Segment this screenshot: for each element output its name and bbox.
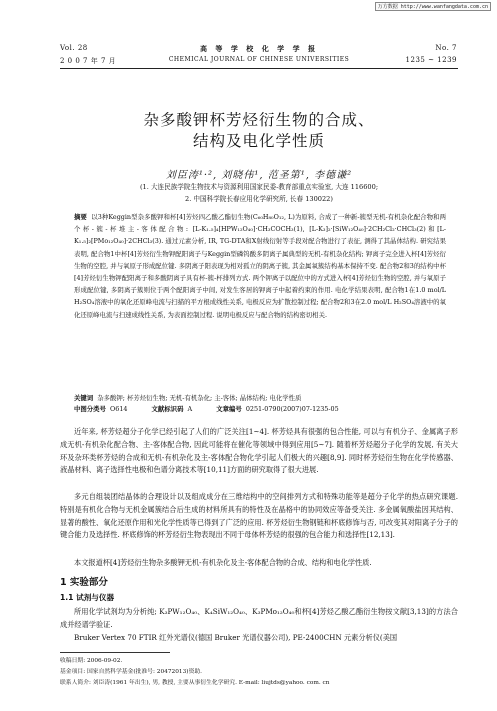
footnote-received: 收稿日期: 2006-09-02. bbox=[60, 658, 123, 664]
reagents-paragraph: 所用化学试剂均为分析纯; K₃PW₁₂O₄₀、K₄SiW₁₂O₄₀、K₃PMo₁₂O₄₀和杯[4]芳烃乙酸乙酯衍生物按文献[3,13]的方法合成并经谱学验证. bbox=[60, 607, 458, 629]
article-number-label: 文章编号 bbox=[216, 405, 242, 413]
intro-paragraph-2: 多元自组装团结晶体的合理设计以及组成成分在三维结构中的空间排列方式和特殊功能等是超分子化学的热点研究课题. 特别是有机化合物与无机金属簇结合后生成的材料所具有的特性及在晶格中的协同效应等备受关注. 多金属氧酸盐因其结构、显著的酸性、氧化还原作用和光化学性质等已得到了广泛的应用. 杯芳烃衍生物钢链和杯底修饰与否, 可改变其对阳离子分子的键合能力及选择性. 杯底修饰的杯芳烃衍生物表现出不同于母体杯芳烃的很强的包合能力和选择性[12,13]. bbox=[60, 492, 458, 540]
keywords bbox=[74, 393, 446, 404]
paper-title-line2: 结构及电化学性质 bbox=[192, 132, 325, 150]
doc-code-label: 文献标识码 bbox=[151, 405, 184, 413]
clc-code: O614 bbox=[110, 405, 128, 413]
footnote-rule bbox=[60, 652, 170, 653]
abstract-label: 摘要 bbox=[74, 213, 87, 221]
paper-title-line1: 杂多酸钾杯芳烃衍生物的合成、 bbox=[143, 111, 375, 129]
classification-line bbox=[74, 404, 446, 415]
subsection-heading: 1.1 试剂与仪器 bbox=[60, 593, 115, 602]
header-date: 2 0 0 7 年 7 月 bbox=[60, 57, 117, 65]
header-issue: No. 7 bbox=[435, 44, 457, 52]
affiliation-1: (1. 大连民族学院生物技术与资源利用国家民委-教育部重点实验室, 大连 116600; bbox=[139, 183, 379, 191]
intro-paragraph-1: 近年来, 杯芳烃超分子化学已经引起了人们的广泛关注[1~4]. 杯芳烃具有很强的包合性能, 可以与有机分子、金属离子形成无机-有机杂化配合物、主-客体配合物, 因此可能将在催化等领域中得到应用[5~7]. 随着杯芳烃超分子化学的发展, 有关大环及杂环类杯芳烃的合成和无机-有机杂化及主-客体配合物化学引起人们极大的兴趣[8,9]. 同时杯芳烃衍生物在化学传感器、液晶材料、离子选择性电极和色谱分离技术等[10,11]方面的研究取得了很大进展. bbox=[60, 427, 458, 475]
keywords-text: 杂多酸钾; 杯芳烃衍生物; 无机-有机杂化; 主-客体; 晶体结构; 电化学性质 bbox=[97, 394, 302, 402]
keywords-label: 关键词 bbox=[74, 394, 94, 402]
header-rule bbox=[60, 68, 458, 69]
clc-label: 中图分类号 bbox=[74, 405, 106, 413]
footnote-contact: 联系人简介: 刘臣涛(1961 年出生), 男, 教授, 主要从事衍生化学研究. E-mail: liujtds@yahoo. com. cn bbox=[60, 680, 330, 686]
instruments-paragraph: Bruker Vertex 70 FTIR 红外光谱仪(德国 Bruker 光谱仪器公司), PE-2400CHN 元素分析仪(美国 bbox=[74, 633, 398, 642]
section-heading: 1 实验部分 bbox=[60, 577, 108, 588]
watermark-stamp: 万方数据 http://www.wanfangdata.com.cn bbox=[375, 2, 491, 11]
intro-paragraph-3: 本文报道杯[4]芳烃衍生物杂多酸钾无机-有机杂化及主-客体配合物的合成、结构和电化学性质. bbox=[74, 558, 372, 567]
footnote-fund: 基金项目: 国家自然科学基金(批准号: 20472013)资助. bbox=[60, 669, 203, 675]
header-volume: Vol. 28 bbox=[60, 44, 88, 52]
abstract-text: 以3种Keggin型杂多酸钾和杯[4]芳烃四乙酸乙酯衍生物(C₆₀H₈₀O₁₂, L)为原料, 合成了一种新-簇型无机-有机杂化配合物和两个杯-簇-杯堆主-客体配合物: [L-K₁.₅]₄[HPW₁₂O₄₀]·CH₃COCH₃(1), [L-K₃]₂·[SiW₁₂O₄₀]·2CH₂Cl₂·CHCl₃(2)和[L-K₁.₅]₂[PMo₁₂O₄₀]·2CHCl₃(3). 通过元素分析, IR, TG-DTA和X射线衍射等手段对配合物进行了表征, 测得了其晶体结构. 研究结果表明, 配合物1中杯[4]芳烃衍生物钾配阳离子与Keggin型磷钨酸多阴离子属典型的无机-有机杂化结构; 钾离子完全进入杯[4]芳烃衍生物的空腔, 并与氧原子形成配位键. 多阴离子阳表现为相对孤立的阴离子簇, 其金属氧簇结构基本保持不变. 配合物2和3的结构中杯[4]芳烃衍生物钾配阳离子和多酸阴离子具有杯-簇-杯排列方式. 两个钾离子以配位中的方式进入杯[4]芳烃衍生物的空腔, 并与氧原子形成配位键, 多阴离子簇则位于两个配阳离子中间, 对发生客居的钾离子中起着约束的作用. 电化学结果表明, 配合物1在1.0 mol/L H₂SO₄溶液中的氧化还原峰电流与扫描的平方根成线性关系, 电极反应为扩散控制过程; 配合物2和3在2.0 mol/L H₂SO₄溶液中的氧化还原峰电流与扫速成线性关系, 为表面控制过程. 说明电极反应与配合物的结构密切相关. bbox=[74, 213, 446, 319]
header-journal-cn: 高 等 学 校 化 学 学 报 bbox=[199, 44, 319, 53]
affiliation-2: 2. 中国科学院长春应用化学研究所, 长春 130022) bbox=[185, 195, 333, 203]
author-list: 刘臣涛¹·², 刘晓伟¹, 范圣第¹, 李德谦² bbox=[165, 170, 353, 181]
doc-code: A bbox=[187, 405, 193, 413]
article-number: 0251-0790(2007)07-1235-05 bbox=[245, 405, 339, 413]
header-pages: 1235 ~ 1239 bbox=[405, 56, 457, 64]
header-journal-en: CHEMICAL JOURNAL OF CHINESE UNIVERSITIES bbox=[168, 56, 350, 63]
abstract bbox=[74, 211, 446, 391]
